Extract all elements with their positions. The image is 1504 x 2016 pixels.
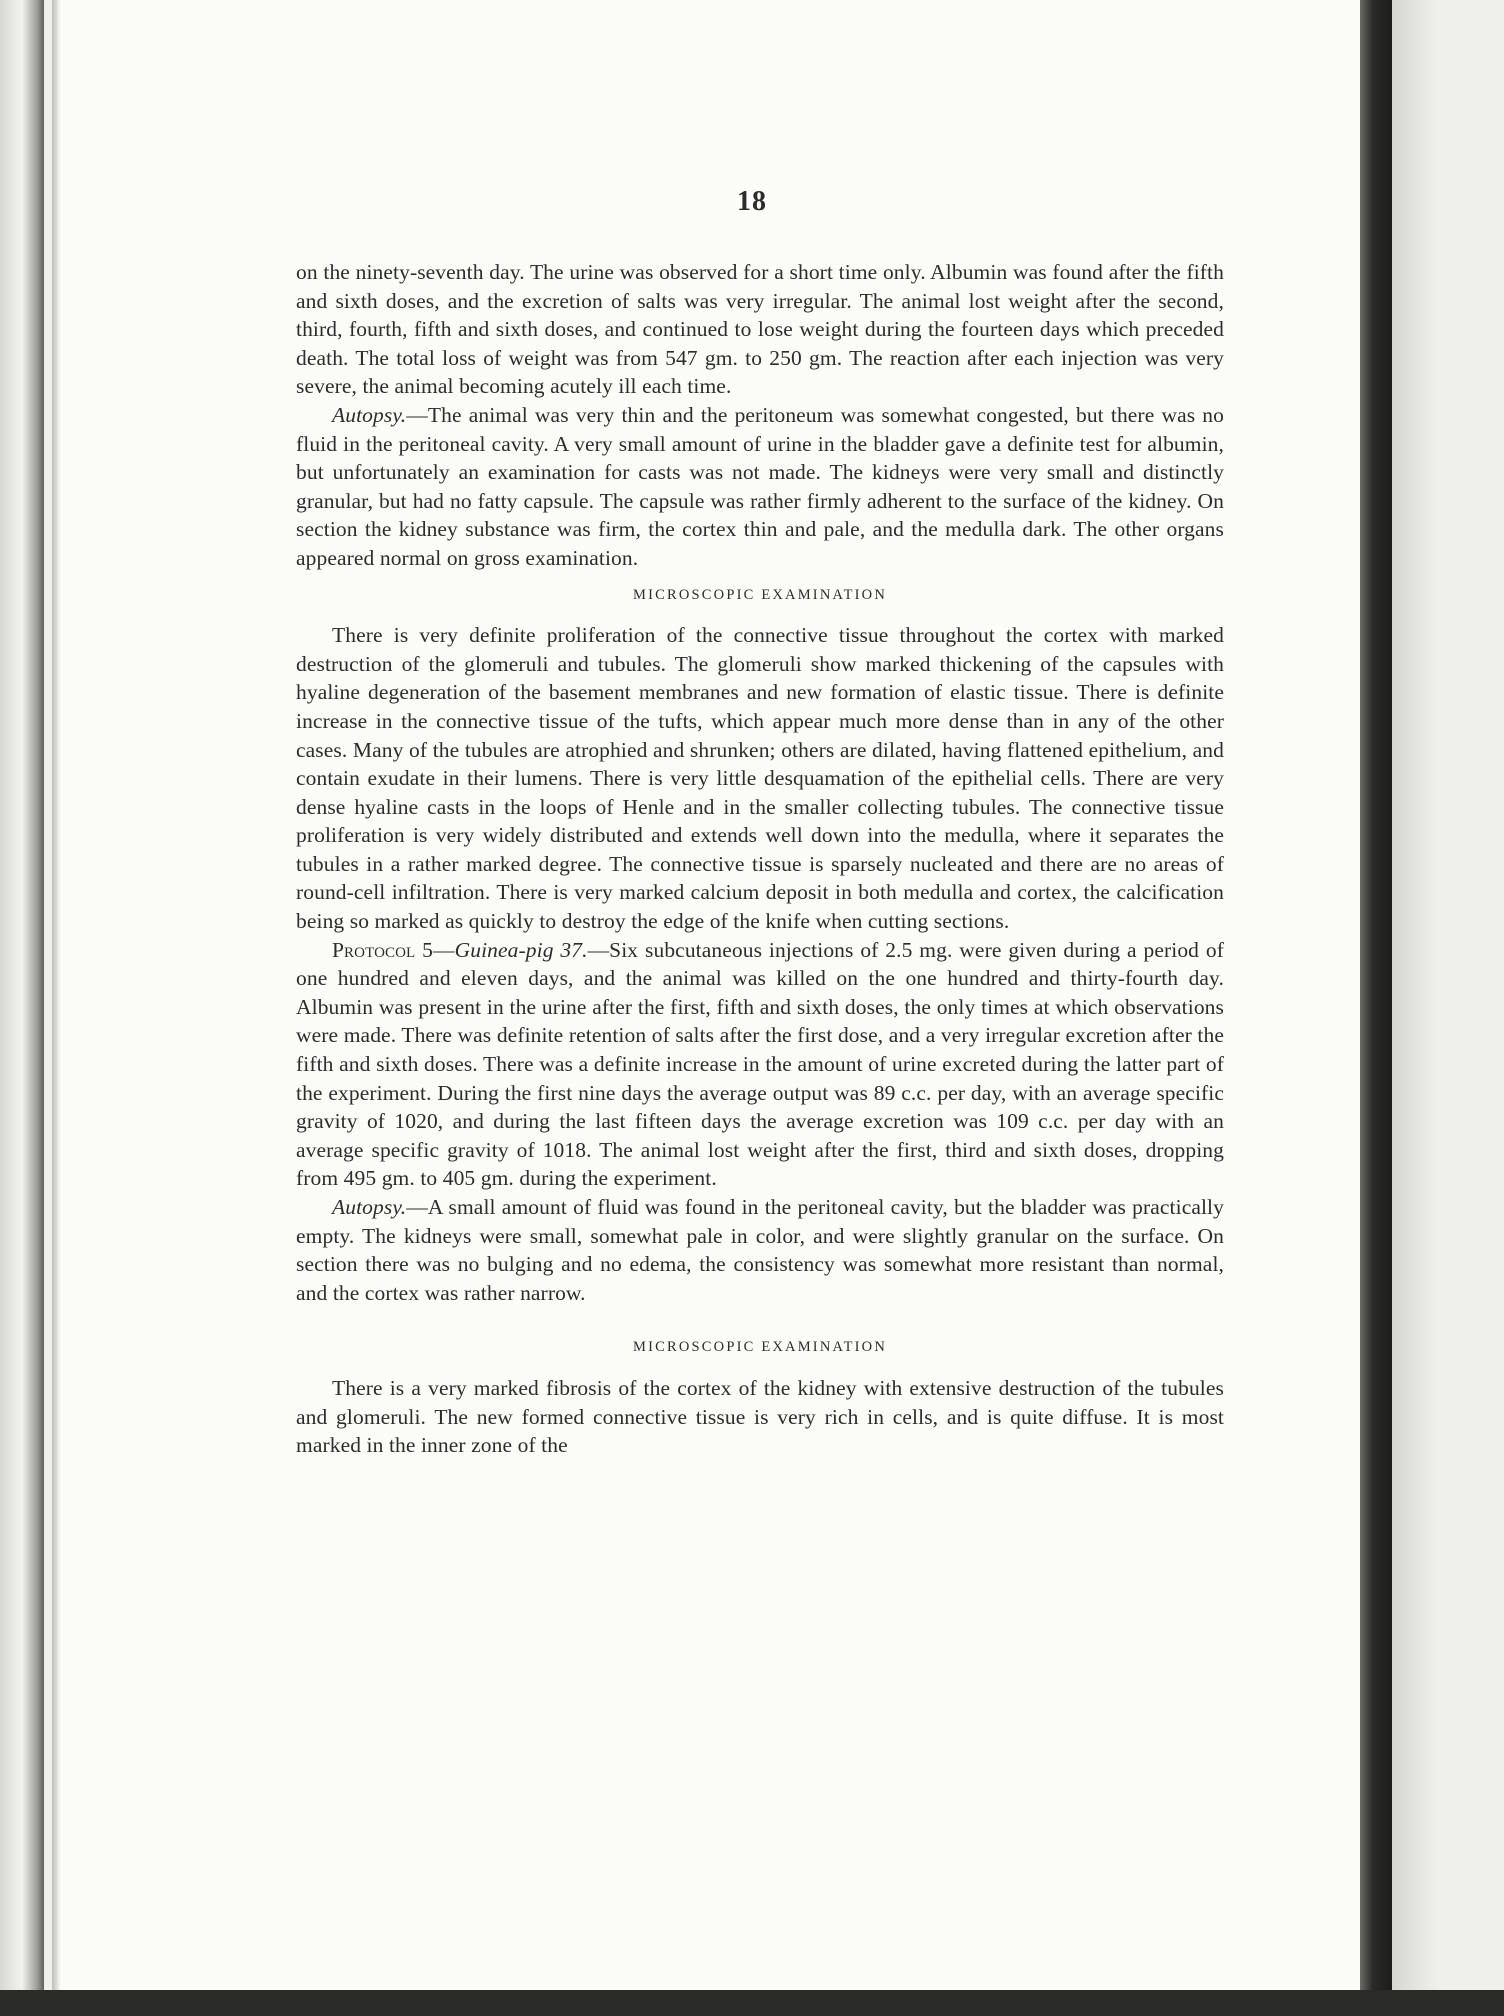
autopsy-label: Autopsy. [332,402,407,427]
protocol-subject: Guinea-pig 37. [454,937,588,962]
paragraph-protocol-5 [296,936,1224,1193]
book-right-edge [1360,0,1392,1990]
paragraph-continuation: on the ninety-seventh day. The urine was observed for a short time only. Albumin was found after the fifth and sixth doses, and the excretion of salts was very irregular. The animal lost weight after the second, third, fourth, fifth and sixth doses, and continued to lose weight during the fourteen days which preceded death. The total loss of weight was from 547 gm. to 250 gm. The reaction after each injection was very severe, the animal becoming acutely ill each time. [296,260,1224,399]
spacer [296,1307,1224,1325]
paragraph-microscopic-1: There is very definite proliferation of the connective tissue throughout the cortex with marked destruction of the glomeruli and tubules. The glomeruli show marked thickening of the capsules with hyaline degeneration of the basement membranes and new formation of elastic tissue. There is definite increase in the connective tissue of the tufts, which appear much more dense than in any of the other cases. Many of the tubules are atrophied and shrunken; others are dilated, having flattened epithelium, and contain exudate in their lumens. There is very little desquamation of the epithelial cells. There are very dense hyaline casts in the loops of Henle and in the smaller collecting tubules. The connective tissue proliferation is very widely distributed and extends well down into the medulla, where it separates the tubules in a rather marked degree. The connective tissue is sparsely nucleated and there are no areas of round-cell infiltration. There is very marked calcium deposit in both medulla and cortex, the calcification being so marked as quickly to destroy the edge of the knife when cutting sections. [296,623,1224,934]
autopsy-text: —The animal was very thin and the peritoneum was somewhat congested, but there was no fluid in the peritoneal cavity. A very small amount of urine in the bladder gave a definite test for albumin, but unfortunately an examination for casts was not made. The kidneys were very small and distinctly granular, but had no fatty capsule. The capsule was rather firmly adherent to the surface of the kidney. On section the kidney substance was firm, the cortex thin and pale, and the medulla dark. The other organs appeared normal on gross examination. [296,402,1224,570]
section-heading-microscopic-1: MICROSCOPIC EXAMINATION [632,586,888,603]
section-heading-microscopic-2: MICROSCOPIC EXAMINATION [632,1339,888,1356]
protocol-number: 5— [415,937,455,962]
protocol-text: —Six subcutaneous injections of 2.5 mg. were given during a period of one hundred and eleven days, and the animal was killed on the one hundred and thirty-fourth day. Albumin was present in the urine after the first, fifth and sixth doses, the only times at which observations were made. There was definite retention of salts after the first dose, and a very irregular excretion after the fifth and sixth doses. There was a definite increase in the amount of urine excreted during the latter part of the experiment. During the first nine days the average output was 89 c.c. per day, with an average specific gravity of 1020, and during the last fifteen days the average excretion was 109 c.c. per day with an average specific gravity of 1018. The animal lost weight after the first, third and sixth doses, dropping from 495 gm. to 405 gm. during the experiment. [296,937,1224,1191]
paragraph-autopsy-1 [296,401,1224,573]
autopsy-label-2: Autopsy. [332,1195,407,1219]
book-left-edge [0,0,44,1990]
protocol-label: Protocol [332,937,416,962]
autopsy-text-2: —A small amount of fluid was found in the peritoneal cavity, but the bladder was practically empty. The kidneys were small, somewhat pale in color, and were slightly granular on the surface. On section there was no bulging and no edema, the consistency was somewhat more resistant than normal, and the cortex was rather narrow. [296,1195,1224,1305]
scan-right-margin [1392,0,1504,1990]
page-body [296,258,1224,1460]
page-number: 18 [737,186,767,217]
paragraph-autopsy-2 [296,1193,1224,1307]
scan-bottom-bar [0,1990,1504,2016]
book-binding-line [52,0,58,1990]
paragraph-microscopic-2: There is a very marked fibrosis of the cortex of the kidney with extensive destruction of the tubules and glomeruli. The new formed connective tissue is very rich in cells, and is quite diffuse. It is most marked in the inner zone of the [296,1375,1224,1458]
